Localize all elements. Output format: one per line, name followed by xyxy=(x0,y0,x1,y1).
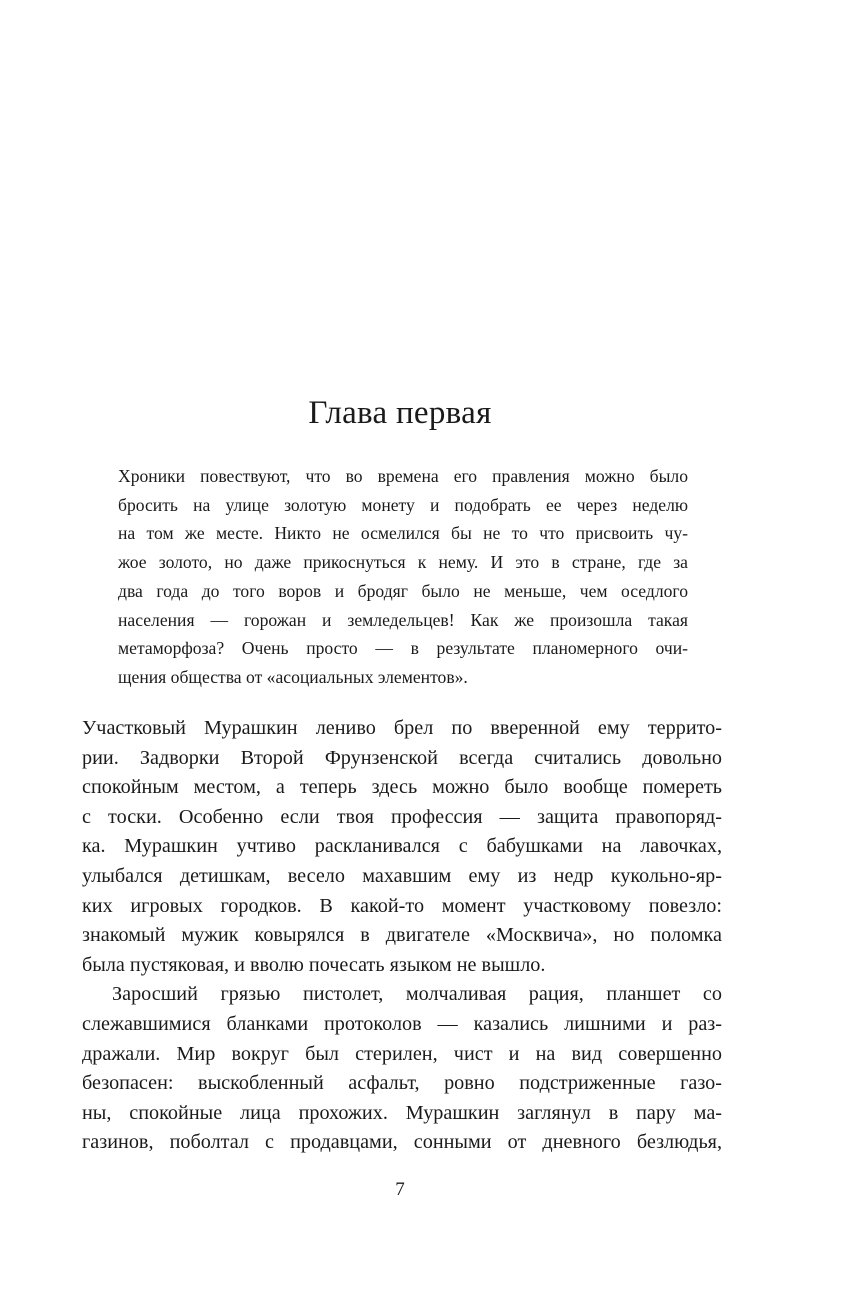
body-line: была пустяковая, и вволю почесать языком не вышло. xyxy=(82,953,546,976)
epigraph xyxy=(118,462,688,692)
epigraph-line: Хроники повествуют, что во времена его правления можно было xyxy=(118,466,688,486)
page-number: 7 xyxy=(395,1179,405,1200)
epigraph-line: населения — горожан и земледельцев! Как же произошла такая xyxy=(118,609,688,630)
epigraph-line: на том же месте. Никто не осмелился бы не то что присвоить чу- xyxy=(118,523,688,544)
body-line: ка. Мурашкин учтиво раскланивался с бабушками на лавочках, xyxy=(82,835,722,858)
epigraph-line: два года до того воров и бродяг было не меньше, чем оседлого xyxy=(118,580,688,601)
body-line: улыбался детишкам, весело махавшим ему из недр кукольно-яр- xyxy=(82,864,722,887)
body-line: газинов, поболтал с продавцами, сонными от дневного безлюдья, xyxy=(82,1131,722,1154)
body-line: безопасен: выскобленный асфальт, ровно подстриженные газо- xyxy=(82,1072,722,1095)
epigraph-line: метаморфоза? Очень просто — в результате планомерного очи- xyxy=(118,638,688,659)
body-line: рии. Задворки Второй Фрунзенской всегда считались довольно xyxy=(82,746,722,769)
body-line: ны, спокойные лица прохожих. Мурашкин заглянул в пару ма- xyxy=(82,1101,722,1124)
body-line: знакомый мужик ковырялся в двигателе «Москвича», но поломка xyxy=(82,924,722,947)
body-line: слежавшимися бланками протоколов — казались лишними и раз- xyxy=(82,1012,722,1035)
body-line: Заросший грязью пистолет, молчаливая рация, планшет со xyxy=(112,983,722,1006)
body-line: спокойным местом, а теперь здесь можно было вообще помереть xyxy=(82,776,722,799)
body-line: с тоски. Особенно если твоя профессия — защита правопоряд- xyxy=(82,805,722,828)
epigraph-line: жое золото, но даже прикоснуться к нему. И это в стране, где за xyxy=(118,552,688,573)
epigraph-line: щения общества от «асоциальных элементов». xyxy=(118,666,468,687)
body-line: ких игровых городков. В какой-то момент участковому повезло: xyxy=(82,894,722,917)
body-line: Участковый Мурашкин лениво брел по вверенной ему террито- xyxy=(82,717,722,739)
epigraph-line: бросить на улице золотую монету и подобрать ее через неделю xyxy=(118,494,688,515)
body-line: дражали. Мир вокруг был стерилен, чист и на вид совершенно xyxy=(82,1042,722,1065)
chapter-body xyxy=(82,714,722,1158)
chapter-title: Глава первая xyxy=(308,395,492,431)
